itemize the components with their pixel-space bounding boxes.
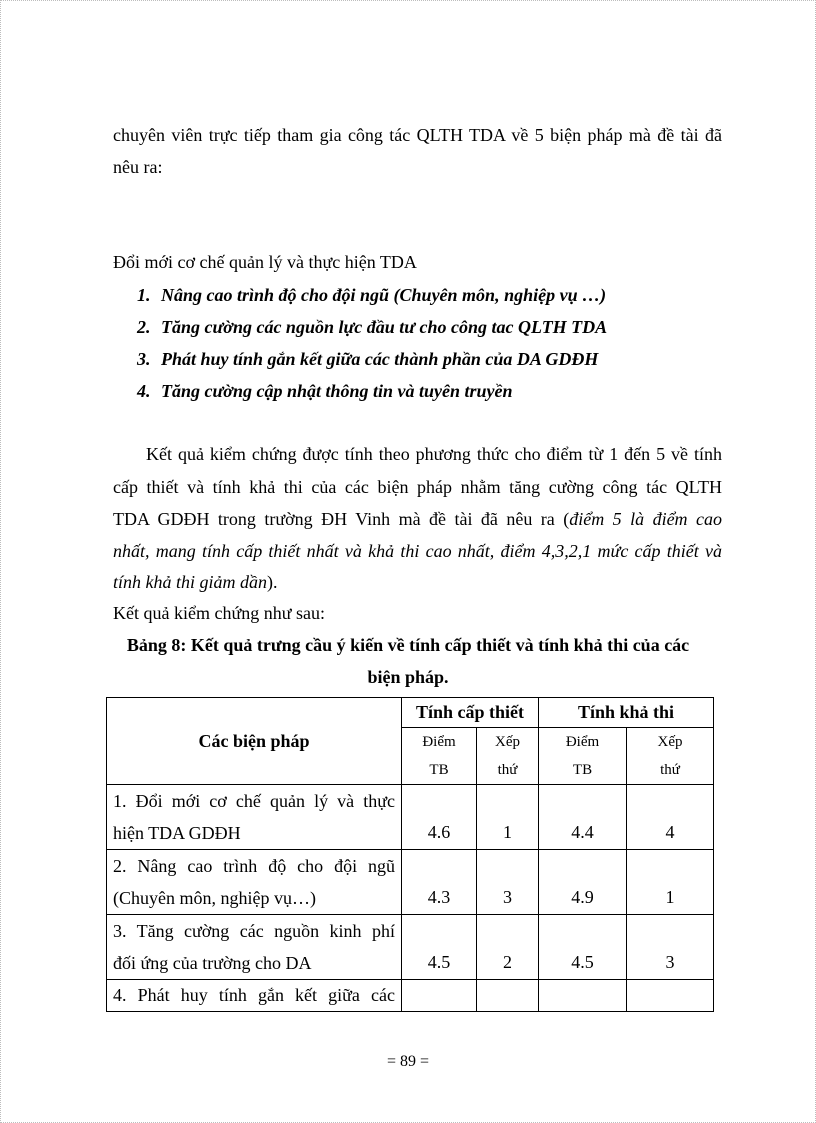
feasibility-score: 4.4 <box>539 785 627 850</box>
necessity-score <box>402 980 477 1012</box>
verification-line-3-plain: TDA GDĐH trong trường ĐH Vinh mà đề tài đã nêu ra ( <box>113 509 570 529</box>
header-measures: Các biện pháp <box>107 698 402 785</box>
measure-text: Nâng cao trình độ cho đội ngũ (Chuyên môn, nghiệp vụ …) <box>161 285 607 305</box>
subheader-score-label: Điểm <box>422 734 456 750</box>
table-row <box>107 785 714 850</box>
feasibility-rank <box>627 980 714 1012</box>
measure-number: 3. <box>137 349 151 369</box>
feasibility-rank: 4 <box>627 785 714 850</box>
subheader-score-label: Điểm <box>565 734 600 750</box>
measure-text: Tăng cường cập nhật thông tin và tuyên truyền <box>161 381 513 401</box>
measure-cell <box>107 850 402 915</box>
intro-line-1: chuyên viên trực tiếp tham gia công tác QLTH TDA về 5 biện pháp mà đề tài đã <box>113 125 722 145</box>
measure-text: Tăng cường các nguồn lực đầu tư cho công tac QLTH TDA <box>161 317 608 337</box>
measure-list-item <box>137 284 606 306</box>
verification-line-5-plain: ). <box>267 572 278 592</box>
measure-cell-line: hiện TDA GDĐH <box>113 823 241 843</box>
necessity-rank <box>477 980 539 1012</box>
feasibility-rank: 1 <box>627 850 714 915</box>
table-row <box>107 915 714 980</box>
necessity-score: 4.6 <box>402 785 477 850</box>
verification-line-4: nhất, mang tính cấp thiết nhất và khả thi cao nhất, điểm 4,3,2,1 mức cấp thiết và <box>113 541 722 561</box>
verification-line-3-italic: điểm 5 là điểm cao <box>569 509 722 529</box>
measure-text: Phát huy tính gắn kết giữa các thành phần của DA GDĐH <box>161 349 599 369</box>
feasibility-rank: 3 <box>627 915 714 980</box>
table-caption-line-1: Bảng 8: Kết quả trưng cầu ý kiến về tính cấp thiết và tính khả thi của các <box>126 635 690 655</box>
measure-cell-line: 2. Nâng cao trình độ cho đội ngũ <box>113 856 395 876</box>
subheader-score-label: TB <box>572 762 593 778</box>
measure-cell <box>107 915 402 980</box>
necessity-score: 4.5 <box>402 915 477 980</box>
measure-cell-line: 1. Đổi mới cơ chế quản lý và thực <box>113 791 395 811</box>
verification-line-3 <box>113 508 722 530</box>
subheader-score-label: TB <box>429 762 449 778</box>
measure-number: 2. <box>137 317 151 337</box>
results-table <box>106 697 714 1012</box>
subheader-rank-label: thứ <box>497 762 518 778</box>
table-caption-line-2: biện pháp. <box>367 667 449 687</box>
feasibility-score: 4.9 <box>539 850 627 915</box>
subheader-rank-label: Xếp <box>495 734 520 750</box>
subheader-rank-label: Xếp <box>657 734 683 750</box>
verification-line-5-italic: tính khả thi giảm dần <box>113 572 267 592</box>
measure-list-item <box>137 316 607 338</box>
subheader-feasibility-score <box>539 728 627 785</box>
subheader-rank-label: thứ <box>660 762 680 778</box>
measure-number: 4. <box>137 381 151 401</box>
intro-line-2: nêu ra: <box>113 157 163 177</box>
header-necessity: Tính cấp thiết <box>402 698 539 728</box>
measure-cell-line: 4. Phát huy tính gắn kết giữa các <box>113 985 395 1005</box>
measure-number: 1. <box>137 285 151 305</box>
measure-list-item <box>137 380 513 402</box>
verification-line-1: Kết quả kiểm chứng được tính theo phương thức cho điểm từ 1 đến 5 về tính <box>146 444 722 464</box>
feasibility-score <box>539 980 627 1012</box>
measure-plain-item: Đổi mới cơ chế quản lý và thực hiện TDA <box>113 252 417 272</box>
measure-list-item <box>137 348 598 370</box>
page-number: = 89 = <box>386 1053 430 1070</box>
feasibility-score: 4.5 <box>539 915 627 980</box>
necessity-rank: 2 <box>477 915 539 980</box>
measure-cell-line: (Chuyên môn, nghiệp vụ…) <box>113 888 316 908</box>
necessity-rank: 1 <box>477 785 539 850</box>
table-row <box>107 850 714 915</box>
verification-line-2: cấp thiết và tính khả thi của các biện pháp nhằm tăng cường công tác QLTH <box>113 477 722 497</box>
subheader-necessity-score <box>402 728 477 785</box>
subheader-necessity-rank <box>477 728 539 785</box>
measure-cell-line: 3. Tăng cường các nguồn kinh phí <box>113 921 395 941</box>
header-feasibility: Tính khả thi <box>539 698 714 728</box>
necessity-rank: 3 <box>477 850 539 915</box>
result-intro: Kết quả kiểm chứng như sau: <box>113 603 325 623</box>
necessity-score: 4.3 <box>402 850 477 915</box>
subheader-feasibility-rank <box>627 728 714 785</box>
measure-cell-line: đối ứng của trường cho DA <box>113 953 312 973</box>
verification-line-5 <box>113 571 278 593</box>
table-row <box>107 980 714 1012</box>
measure-cell <box>107 785 402 850</box>
measure-cell <box>107 980 402 1012</box>
